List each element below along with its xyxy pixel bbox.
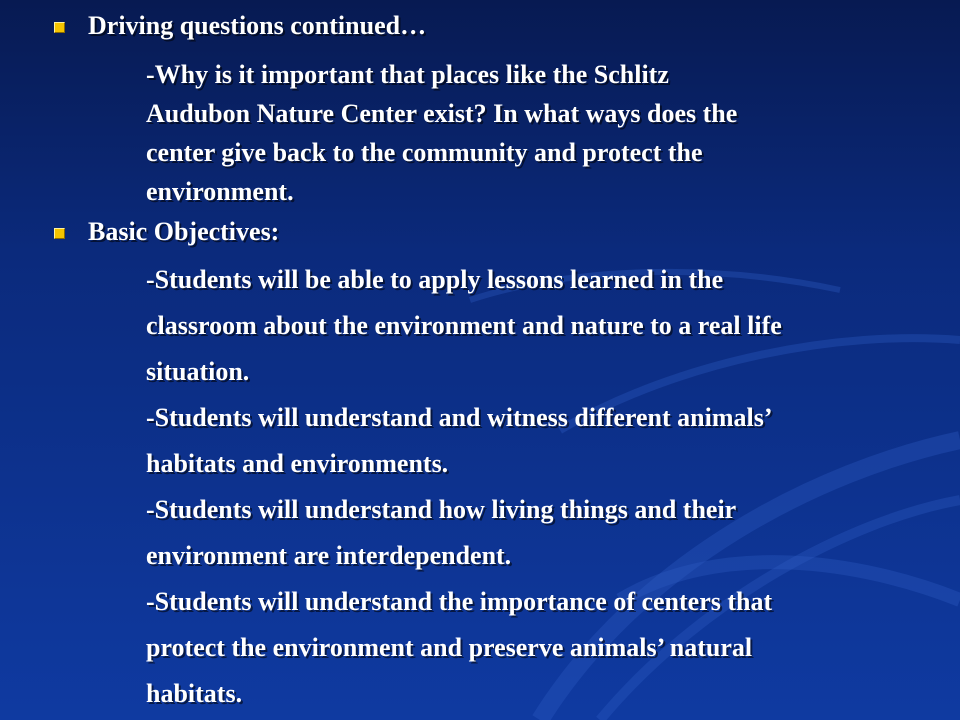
text-line: -Students will be able to apply lessons learned in the	[146, 265, 724, 294]
text-line: environment.	[146, 177, 294, 206]
bullet-heading-basic-objectives: Basic Objectives:	[88, 217, 280, 246]
text-line: environment are interdependent.	[146, 541, 512, 570]
text-line: center give back to the community and protect the	[146, 138, 703, 167]
text-line: protect the environment and preserve animals’ natural	[146, 633, 753, 662]
bullet-heading-driving-questions: Driving questions continued…	[88, 11, 427, 40]
text-line: classroom about the environment and nature to a real life	[146, 311, 782, 340]
text-line: -Students will understand and witness different animals’	[146, 403, 773, 432]
text-line: habitats and environments.	[146, 449, 449, 478]
driving-questions-text	[146, 55, 936, 211]
bullet-square-icon	[54, 228, 65, 239]
text-line: -Why is it important that places like the Schlitz	[146, 60, 669, 89]
text-line: -Students will understand the importance of centers that	[146, 587, 773, 616]
text-line: situation.	[146, 357, 250, 386]
bullet-square-icon	[54, 22, 65, 33]
text-line: -Students will understand how living things and their	[146, 495, 737, 524]
text-line: Audubon Nature Center exist? In what ways does the	[146, 99, 738, 128]
basic-objectives-text	[146, 257, 936, 717]
text-line: habitats.	[146, 679, 243, 708]
